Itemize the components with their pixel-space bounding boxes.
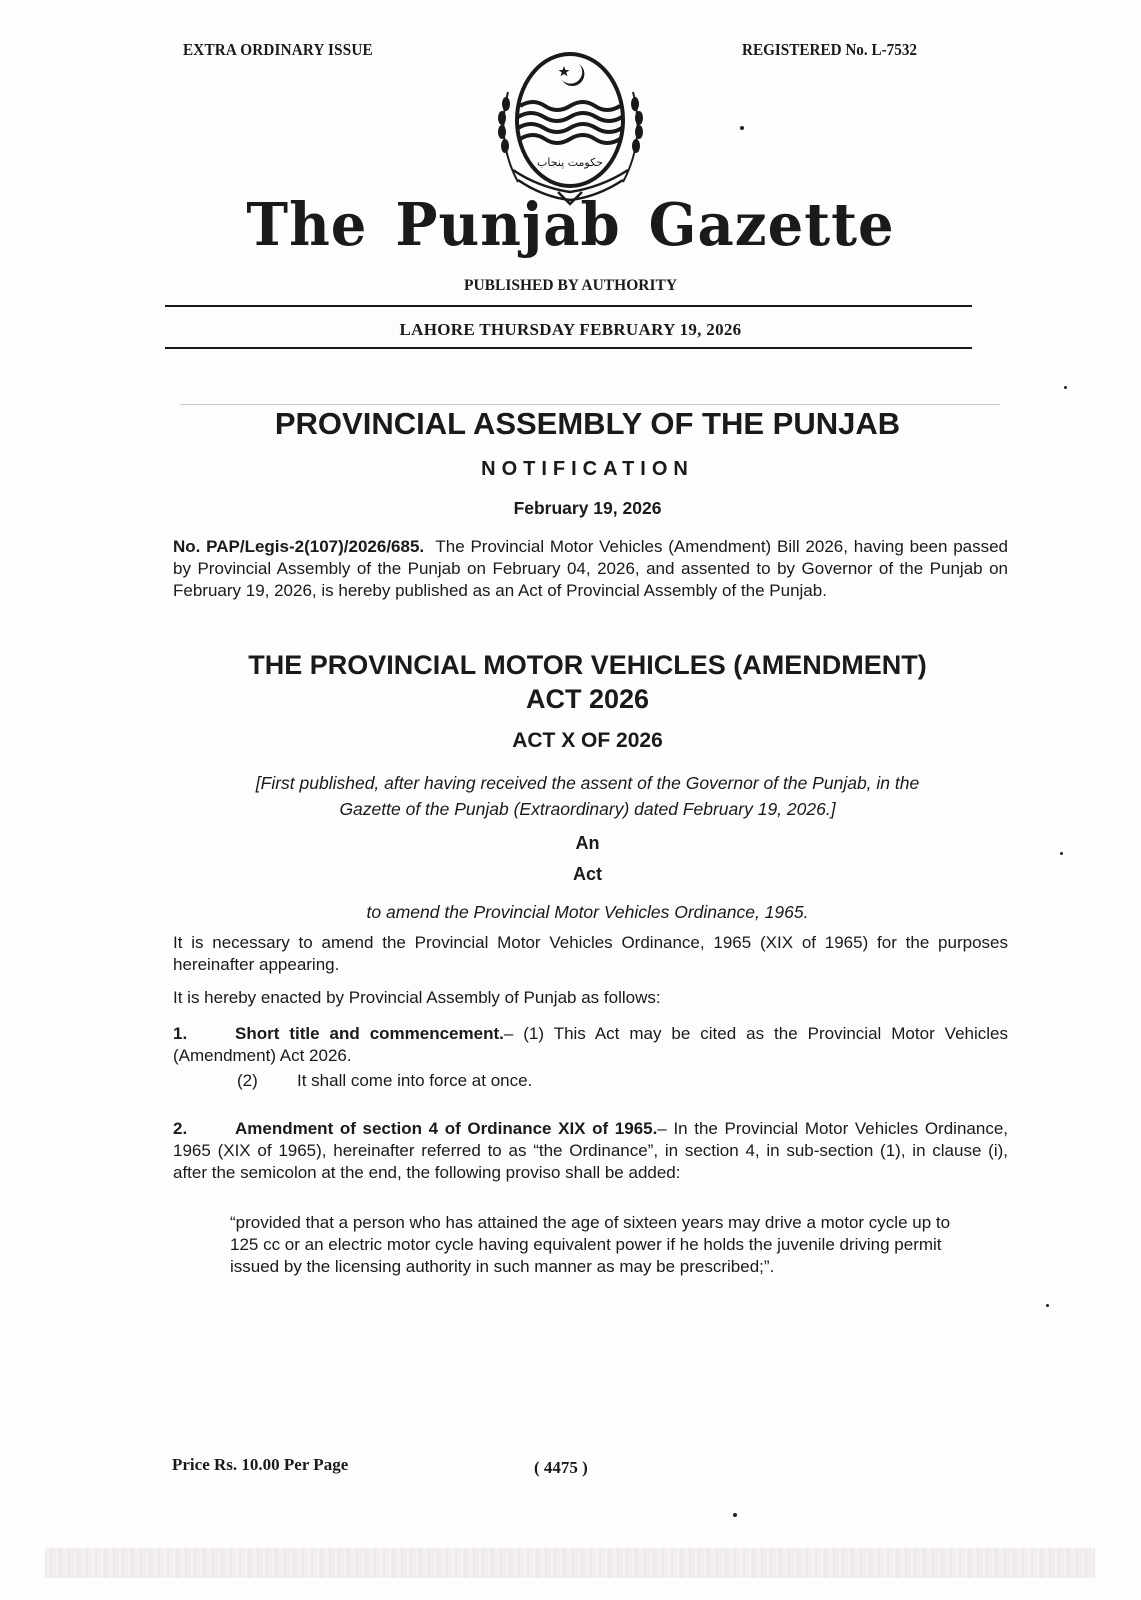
notification-paragraph [173,536,1008,602]
issue-label: EXTRA ORDINARY ISSUE [183,40,373,59]
first-published-note [165,770,1010,822]
dateline: LAHORE THURSDAY FEBRUARY 19, 2026 [399,320,742,339]
preamble: It is necessary to amend the Provincial Motor Vehicles Ordinance, 1965 (XIX of 1965) for the purposes hereinafter appearing. [173,933,1008,974]
section-number: 1. [173,1024,188,1043]
scan-speck [1060,852,1063,855]
notification-heading: NOTIFICATION [481,458,694,480]
scan-speck [740,126,744,130]
reference-number: No. PAP/Legis-2(107)/2026/685. [173,537,425,556]
header-rule-bottom [165,347,972,349]
first-published-line1: [First published, after having received the assent of the Governor of the Punjab, in the [255,773,920,793]
act-title-line2: ACT 2026 [525,684,650,714]
registered-number: REGISTERED No. L-7532 [742,40,918,59]
act-label: Act [572,864,602,884]
price-per-page: Price Rs. 10.00 Per Page [172,1455,349,1474]
an-label: An [575,833,600,853]
section-number: 2. [173,1119,188,1138]
assembly-title: PROVINCIAL ASSEMBLY OF THE PUNJAB [274,406,901,441]
gazette-masthead [0,190,1141,259]
punjab-government-emblem-icon [478,42,663,207]
act-purpose: to amend the Provincial Motor Vehicles Ordinance, 1965. [366,902,809,922]
act-number: ACT X OF 2026 [512,729,663,752]
scan-speck [733,1513,737,1517]
scan-faint-line [180,404,1000,405]
scan-speck [1046,1304,1049,1307]
section-heading: Amendment of section 4 of Ordinance XIX of 1965. [235,1119,658,1138]
act-title [165,648,1010,716]
notification-body: The Provincial Motor Vehicles (Amendment) Bill 2026, having been passed by Provincial Assembly of the Punjab on February 04, 2026, and assented to by Governor of the Punjab on February 19, 2026, is hereby published as an Act of Provincial Assembly of the Punjab. [173,537,1009,600]
first-published-line2: Gazette of the Punjab (Extraordinary) dated February 19, 2026.] [339,799,836,819]
section-heading: Short title and commencement. [235,1024,504,1043]
section-2 [173,1118,1008,1184]
masthead-word: Punjab [395,190,621,260]
masthead-word: Gazette [648,190,895,260]
act-title-line1: THE PROVINCIAL MOTOR VEHICLES (AMENDMENT) [248,650,927,680]
section-text: – In the Provincial Motor Vehicles Ordinance, 1965 (XIX of 1965), hereinafter referred to as “the Ordinance”, in section 4, in sub-section (1), in clause (i), after the semicolon at the end, the following proviso shall be added: [173,1119,1008,1182]
subsection-2 [237,1071,532,1091]
notification-date: February 19, 2026 [513,498,662,518]
subsection-text: It shall come into force at once. [297,1071,533,1090]
proviso: “provided that a person who has attained the age of sixteen years may drive a motor cycle up to 125 cc or an electric motor cycle having equivalent power if he holds the juvenile driving permit issued by the licensing authority in such manner as may be prescribed;”. [230,1213,951,1276]
scan-speck [1064,386,1067,389]
scan-artifact-band [45,1548,1095,1578]
section-text: – (1) This Act may be cited as the Provincial Motor Vehicles (Amendment) Act 2026. [173,1024,1008,1065]
masthead-word: The [246,190,368,260]
emblem-urdu-text: حکومت پنجاب [537,156,603,169]
section-1 [173,1023,1008,1067]
header-rule-top [165,305,972,307]
subsection-number: (2) [237,1071,258,1090]
page-number: ( 4475 ) [534,1458,588,1477]
enacting-clause: It is hereby enacted by Provincial Assembly of Punjab as follows: [173,988,661,1007]
published-by-authority: PUBLISHED BY AUTHORITY [463,277,678,294]
